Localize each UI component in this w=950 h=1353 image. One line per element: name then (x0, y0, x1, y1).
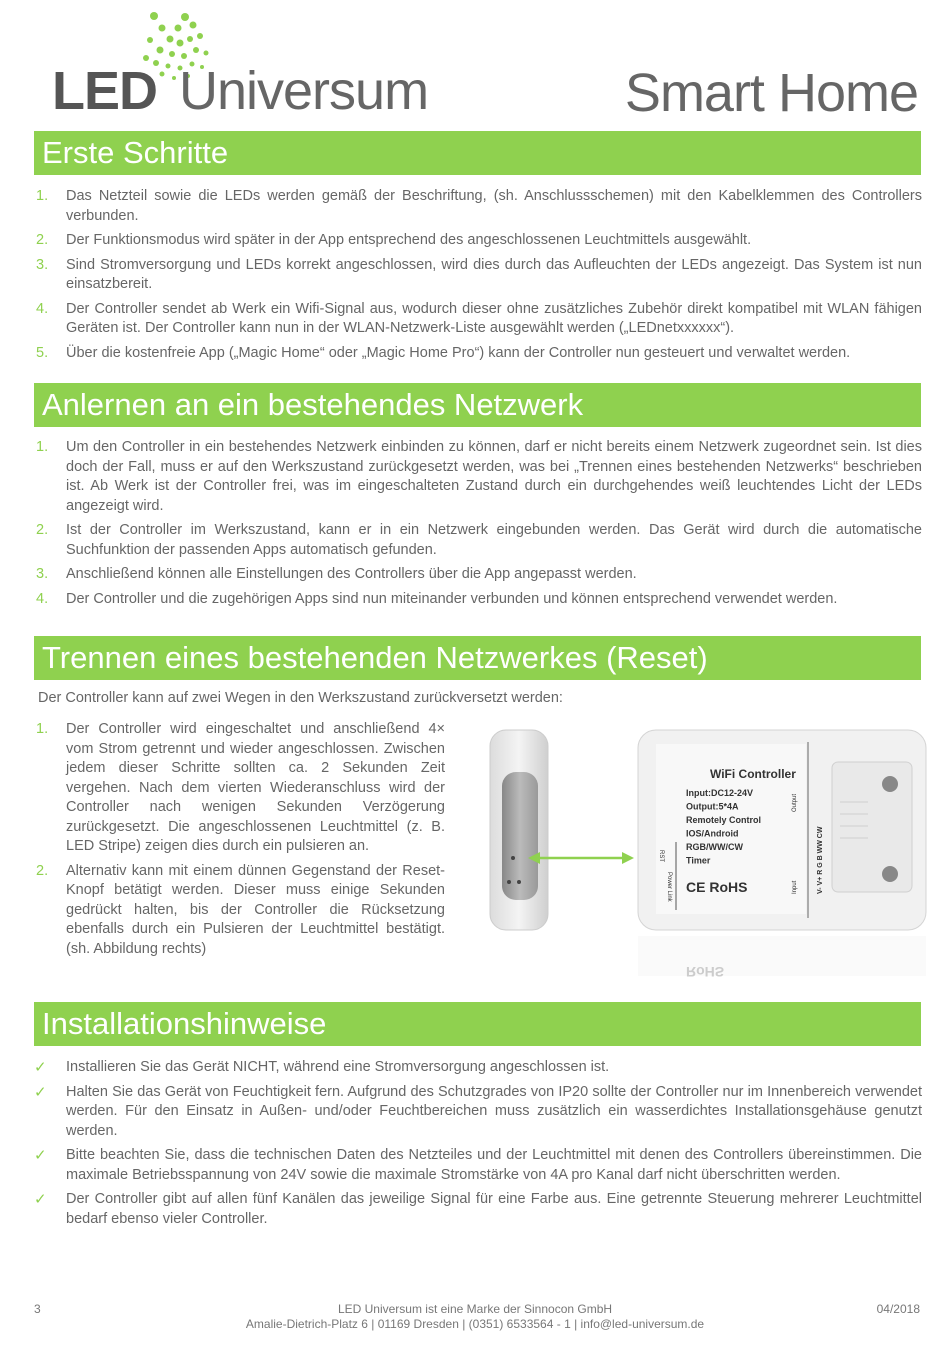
device-output-label: Output (792, 793, 798, 812)
logo-part-universum: Universum (179, 61, 429, 121)
list-item (34, 1058, 922, 1078)
device-spec-line: Timer (686, 855, 711, 866)
list-number: 1. (36, 439, 49, 455)
list-text: Der Controller sendet ab Werk ein Wifi-Signal aus, wodurch dieser ohne zusätzliches Zubehör direkt kompatibel mit WLAN fähigen Geräten ist. Der Controller kann nun in der WLAN-Netzwerk-Liste ausgewählt werden („LEDnetxxxxxx“). (66, 300, 922, 336)
list-item (34, 720, 445, 857)
footer-line1: LED Universum ist eine Marke der Sinnocon GmbH (337, 1302, 613, 1316)
install-list (34, 1058, 922, 1234)
section-title-install: Installationshinweise (34, 1002, 921, 1046)
footer-date: 04/2018 (876, 1302, 920, 1316)
list-text: Anschließend können alle Einstellungen des Controllers über die App angepasst werden. (66, 566, 637, 582)
device-spec-line: Remotely Control (686, 815, 762, 825)
device-pin-labels: V- V+ R G B WW CW (817, 826, 824, 894)
list-item (34, 187, 922, 226)
list-text: Der Controller und die zugehörigen Apps sind nun miteinander verbunden und können entsprechend verwendet werden. (66, 590, 838, 607)
list-number: 3. (36, 256, 49, 273)
reset-list (34, 720, 445, 964)
list-number: 1. (36, 188, 49, 204)
device-ce-rohs: CE RoHS (686, 879, 748, 895)
list-text: Der Controller gibt auf allen fünf Kanälen das jeweilige Signal für eine Farbe aus. Eine getrennte Steuerung mehrerer Leuchtmittel bedarf ebenso vieler Controller. (66, 1191, 922, 1227)
device-rst-label: RST (658, 850, 664, 862)
erste-schritte-list (34, 187, 922, 368)
device-power-label: Power Link (666, 872, 672, 902)
list-number: 2. (36, 232, 49, 248)
list-text: Halten Sie das Gerät von Feuchtigkeit fern. Aufgrund des Schutzgrades von IP20 sollte der Controller nur im Innenbereich verwendet werden. Für den Einsatz in Außen- und/oder Feuchtbereichen muss zusätzlich ein wasserdichtes Installationsgehäuse genutzt werden. (66, 1083, 922, 1139)
device-spec-line: Input:DC12-24V (686, 788, 754, 798)
list-text: Sind Stromversorgung und LEDs korrekt angeschlossen, wird dies durch das Aufleuchten der LEDs angezeigt. Das System ist nun einsatzbereit. (66, 256, 922, 292)
list-number: 5. (36, 344, 49, 361)
section-title-reset: Trennen eines bestehenden Netzwerkes (Reset) (34, 636, 921, 680)
list-text: Der Funktionsmodus wird später in der App entsprechend des angeschlossenen Leuchtmittels ausgewählt. (66, 232, 752, 248)
page-title: Smart Home (624, 63, 918, 123)
list-text: Installieren Sie das Gerät NICHT, während eine Stromversorgung angeschlossen ist. (66, 1059, 610, 1075)
list-item (34, 344, 922, 364)
logo-part-led: LED (52, 61, 157, 121)
list-item (34, 438, 922, 516)
list-text: Das Netzteil sowie die LEDs werden gemäß der Beschriftung, (sh. Anschlussschemen) mit den Kabelklemmen des Controllers verbunden. (66, 188, 922, 224)
list-item (34, 1190, 922, 1229)
list-item (34, 565, 922, 585)
wifi-controller-image (488, 722, 928, 982)
list-number: 2. (36, 862, 49, 879)
checkmark-icon: ✓ (34, 1147, 47, 1164)
device-title: WiFi Controller (710, 767, 796, 781)
list-number: 3. (36, 566, 49, 582)
list-text: Alternativ kann mit einem dünnen Gegenstand der Reset-Knopf betätigt werden. Dieser muss einige Sekunden gedrückt halten, bis der Controller die Rücksetzung ebenfalls durch ein Pulsieren der Leuchtmittel bestätigt. (sh. Abbildung rechts) (66, 862, 445, 957)
list-item (34, 1083, 922, 1142)
footer-line2: Amalie-Dietrich-Platz 6 | 01169 Dresden | (0351) 6533564 - 1 | info@led-universum.de (245, 1317, 705, 1331)
checkmark-icon: ✓ (34, 1059, 47, 1076)
device-reflection: RoHS (686, 964, 725, 980)
list-number: 2. (36, 522, 49, 538)
list-text: Der Controller wird eingeschaltet und anschließend 4× vom Strom getrennt und wieder angeschlossen. Zwischen jedem dieser Schritte sollten ca. 2 Sekunden Zeit vergehen. Nach dem vierten Wiederanschluss wird der Controller nach wenigen Sekunden Verzögerung zurückgesetzt. Die angeschlossenen Leuchtmittel (z. B. LED Stripe) zeigen dies durch ein pulsieren an. (66, 721, 445, 854)
page-number: 3 (34, 1302, 41, 1316)
device-spec-line: Output:5*4A (686, 801, 739, 812)
section-title-erste-schritte: Erste Schritte (34, 131, 921, 175)
checkmark-icon: ✓ (34, 1191, 47, 1208)
section-title-anlernen: Anlernen an ein bestehendes Netzwerk (34, 383, 921, 427)
footer-address (0, 1302, 950, 1332)
list-text: Ist der Controller im Werkszustand, kann er in ein Netzwerk eingebunden werden. Das Gerät wird durch die automatische Suchfunktion der passenden Apps automatisch gefunden. (66, 522, 922, 558)
device-spec-line: RGB/WW/CW (686, 842, 743, 852)
list-item (34, 1146, 922, 1185)
list-text: Über die kostenfreie App („Magic Home“ oder „Magic Home Pro“) kann der Controller nun gesteuert und verwaltet werden. (66, 344, 851, 361)
list-text: Um den Controller in ein bestehendes Netzwerk einbinden zu können, darf er nicht bereits einem Netzwerk zugeordnet sein. Ist dies doch der Fall, muss er auf den Werkszustand zurückgesetzt werden, was bei „Trennen eines bestehenden Netzwerks“ beschrieben ist. Ab Werk ist der Controller frei, was im eingeschalteten Zustand durch ein durchgehendes weiß leuchtendes Licht der LEDs angezeigt wird. (66, 439, 922, 514)
list-number: 1. (36, 721, 49, 737)
logo (52, 61, 429, 121)
list-item (34, 300, 922, 339)
list-item (34, 590, 922, 610)
list-number: 4. (36, 590, 49, 607)
list-text: Bitte beachten Sie, dass die technischen Daten des Netzteiles und der Leuchtmittel mit denen des Controllers übereinstimmen. Die maximale Betriebsspannung von 24V sowie die maximale Stromstärke von 4A pro Kanal darf nicht überschritten werden. (66, 1147, 922, 1183)
list-number: 4. (36, 300, 49, 317)
device-spec-line: IOS/Android (686, 828, 739, 839)
checkmark-icon: ✓ (34, 1083, 47, 1101)
list-item (34, 521, 922, 560)
list-item (34, 231, 922, 251)
reset-intro: Der Controller kann auf zwei Wegen in den Werkszustand zurückversetzt werden: (38, 690, 563, 706)
anlernen-list (34, 438, 922, 614)
device-input-label: Input (792, 880, 798, 894)
list-item (34, 862, 445, 960)
list-item (34, 256, 922, 295)
